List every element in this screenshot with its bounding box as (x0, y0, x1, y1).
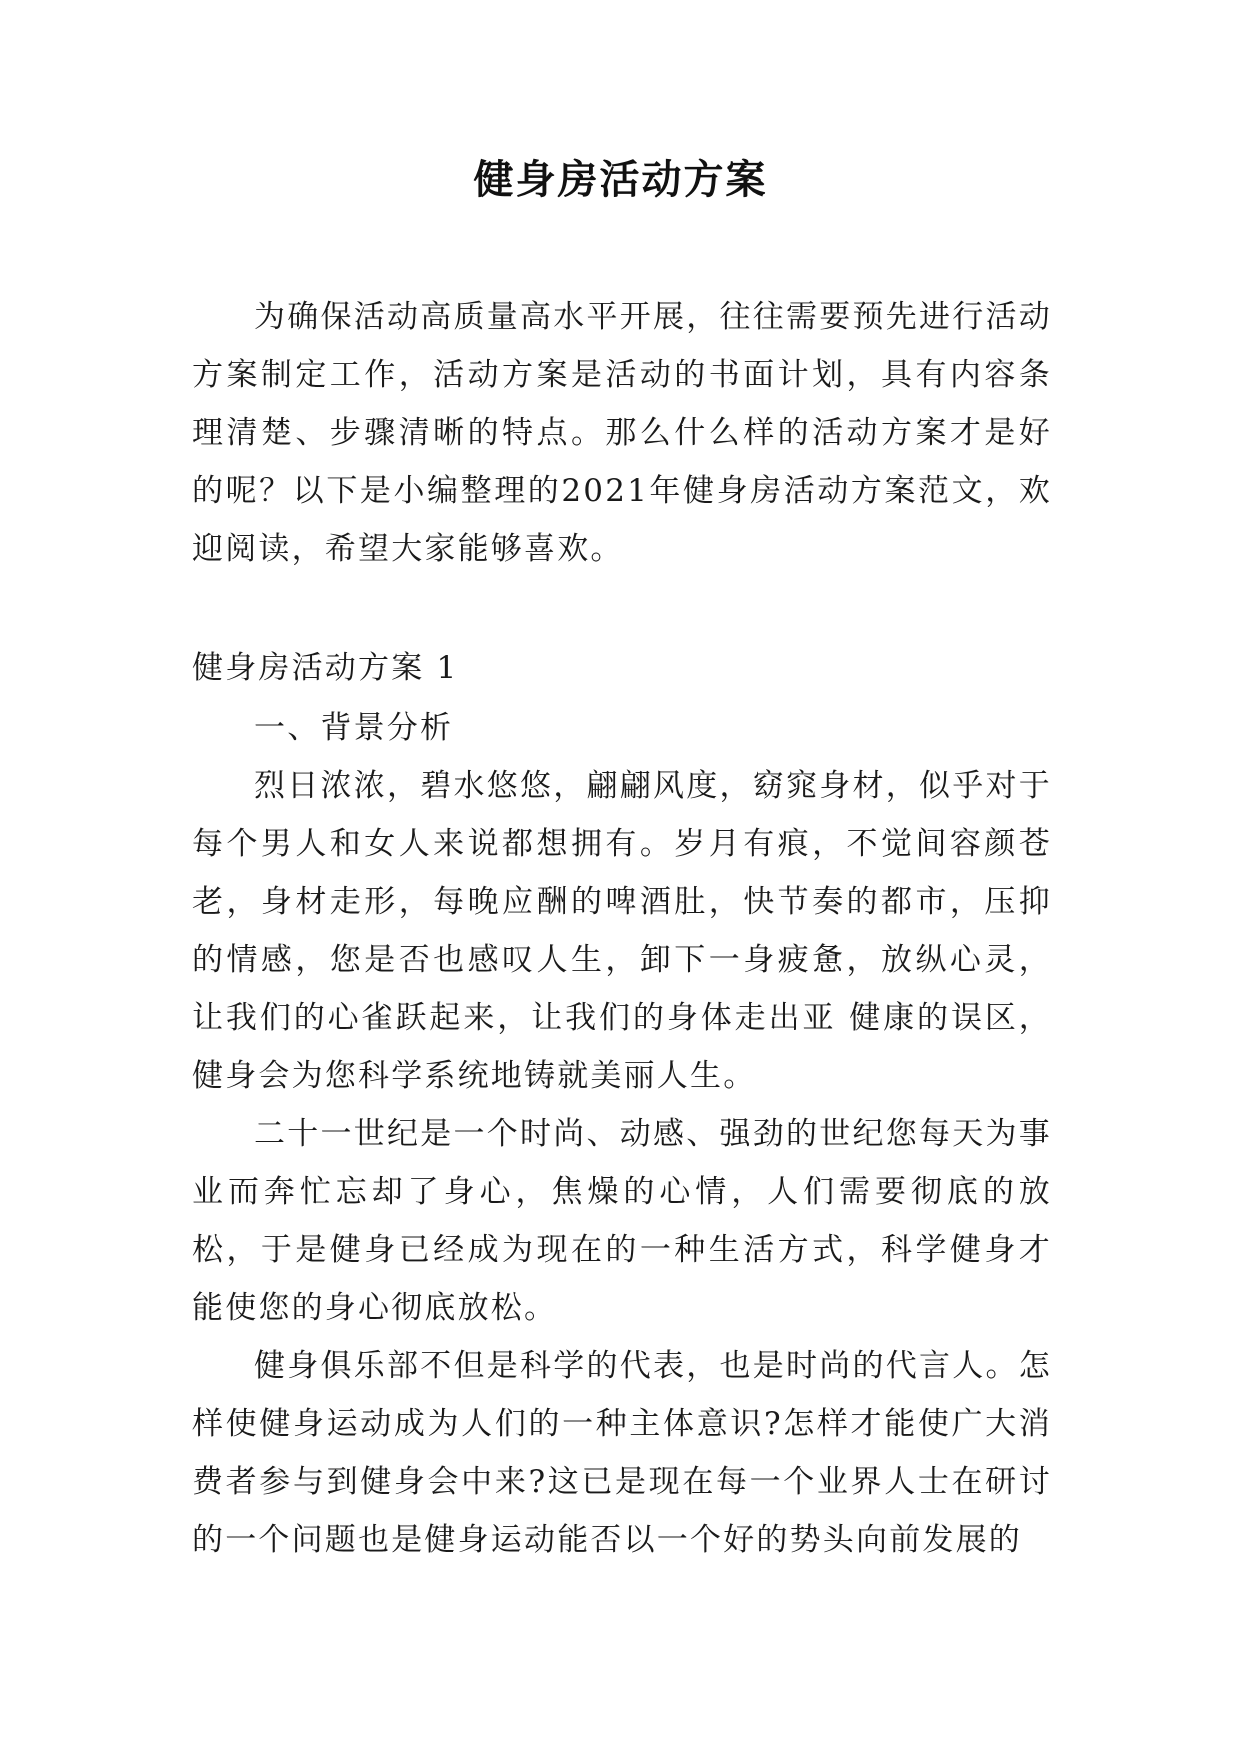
body-paragraph: 二十一世纪是一个时尚、动感、强劲的世纪您每天为事业而奔忙忘却了身心，焦燥的心情，人们需要彻底的放松，于是健身已经成为现在的一种生活方式，科学健身才能使您的身心彻底放松。 (192, 1116, 1052, 1326)
document-title: 健身房活动方案 (473, 157, 768, 203)
main-content (192, 639, 1052, 1569)
body-paragraph: 健身俱乐部不但是科学的代表，也是时尚的代言人。怎样使健身运动成为人们的一种主体意识?怎样才能使广大消费者参与到健身会中来?这已是现在每一个业界人士在研讨的一个问题也是健身运动能否以一个好的势头向前发展的 (192, 1348, 1052, 1558)
body-paragraph: 烈日浓浓，碧水悠悠，翩翩风度，窈窕身材，似乎对于每个男人和女人来说都想拥有。岁月有痕，不觉间容颜苍老，身材走形，每晚应酬的啤酒肚，快节奏的都市，压抑的情感，您是否也感叹人生，卸下一身疲惫，放纵心灵，让我们的心雀跃起来，让我们的身体走出亚 健康的误区，健身会为您科学系统地铸就美丽人生。 (192, 768, 1052, 1094)
intro-paragraph: 为确保活动高质量高水平开展，往往需要预先进行活动方案制定工作，活动方案是活动的书面计划，具有内容条理清楚、步骤清晰的特点。那么什么样的活动方案才是好的呢？以下是小编整理的2021年健身房活动方案范文，欢迎阅读，希望大家能够喜欢。 (192, 299, 1052, 567)
section-title: 健身房活动方案 1 (192, 650, 459, 686)
intro-block (192, 288, 1052, 578)
subsection-title: 一、背景分析 (254, 710, 454, 746)
